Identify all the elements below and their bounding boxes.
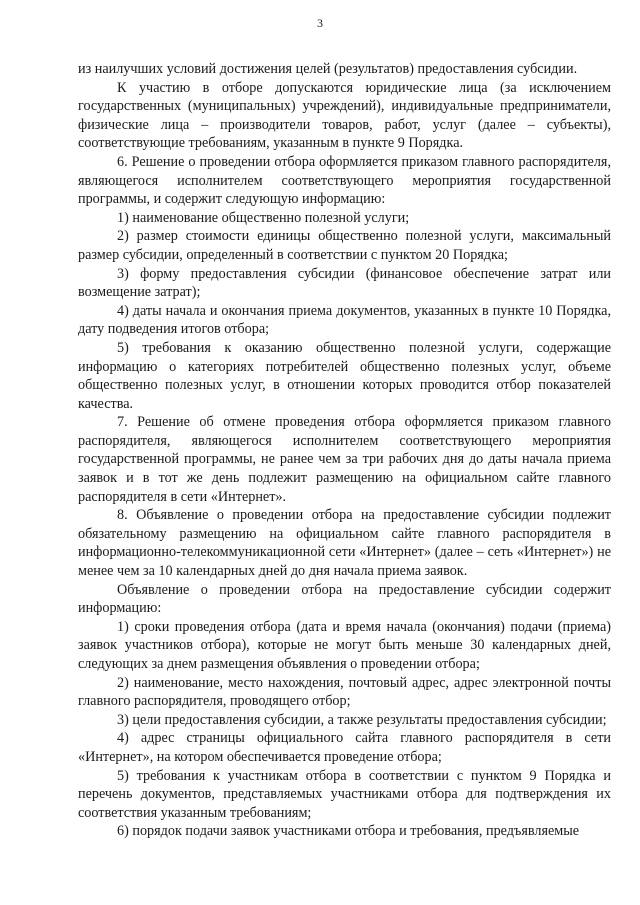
paragraph: 3) цели предоставления субсидии, а также результаты предоставления субсидии; [117,711,607,728]
paragraph: 3) форму предоставления субсидии (финансовое обеспечение затрат или возмещение затрат); [78,265,611,301]
paragraph: 6) порядок подачи заявок участниками отбора и требования, предъявляемые [117,823,580,840]
document-body [78,60,611,841]
paragraph: 6. Решение о проведении отбора оформляется приказом главного распорядителя, являющегося исполнителем соответствующего мероприятия государственной программы, и содержит следующую информацию: [78,153,611,208]
paragraph: 5) требования к оказанию общественно полезной услуги, содержащие информацию о категориях потребителей общественно полезных услуг, объеме общественно полезных услуг, в отношении которых проводится отбор показателей качества. [78,339,611,412]
paragraph: 4) даты начала и окончания приема документов, указанных в пункте 10 Порядка, дату подведения итогов отбора; [78,302,611,338]
paragraph: Объявление о проведении отбора на предоставление субсидии содержит информацию: [78,581,611,617]
paragraph: 1) сроки проведения отбора (дата и время начала (окончания) подачи (приема) заявок участников отбора), которые не могут быть меньше 30 календарных дней, следующих за днем размещения объявления о проведении отбора; [78,618,611,672]
paragraph: 1) наименование общественно полезной услуги; [117,209,410,226]
paragraph: 2) размер стоимости единицы общественно полезной услуги, максимальный размер субсидии, определенный в соответствии с пунктом 20 Порядка; [78,228,611,263]
paragraph: из наилучших условий достижения целей (результатов) предоставления субсидии. [78,61,578,77]
paragraph: 2) наименование, место нахождения, почтовый адрес, адрес электронной почты главного распорядителя, проводящего отбор; [78,674,611,710]
paragraph: К участию в отборе допускаются юридические лица (за исключением государственных (муниципальных) учреждений), индивидуальные предприниматели, физические лица – производители товаров, работ, услуг (далее – субъекты), соответствующие требованиям, указанным в пункте 9 Порядка. [78,79,611,152]
paragraph: 7. Решение об отмене проведения отбора оформляется приказом главного распорядителя, являющегося исполнителем соответствующего мероприятия государственной программы, не ранее чем за три рабочих дня до даты начала приема заявок и в тот же день подлежит размещению на официальном сайте главного распорядителя в сети «Интернет». [78,414,611,505]
paragraph: 5) требования к участникам отбора в соответствии с пунктом 9 Порядка и перечень документов, представляемых участниками отбора для подтверждения их соответствия указанным требованиям; [78,767,611,821]
page-number: 3 [317,16,323,30]
paragraph: 8. Объявление о проведении отбора на предоставление субсидии подлежит обязательному размещению на официальном сайте главного распорядителя в информационно-телекоммуникационной сети «Интернет» (далее – сеть «Интернет») не менее чем за 10 календарных дней до дня начала приема заявок. [78,507,611,580]
paragraph: 4) адрес страницы официального сайта главного распорядителя в сети «Интернет», на котором обеспечивается проведение отбора; [78,730,611,765]
